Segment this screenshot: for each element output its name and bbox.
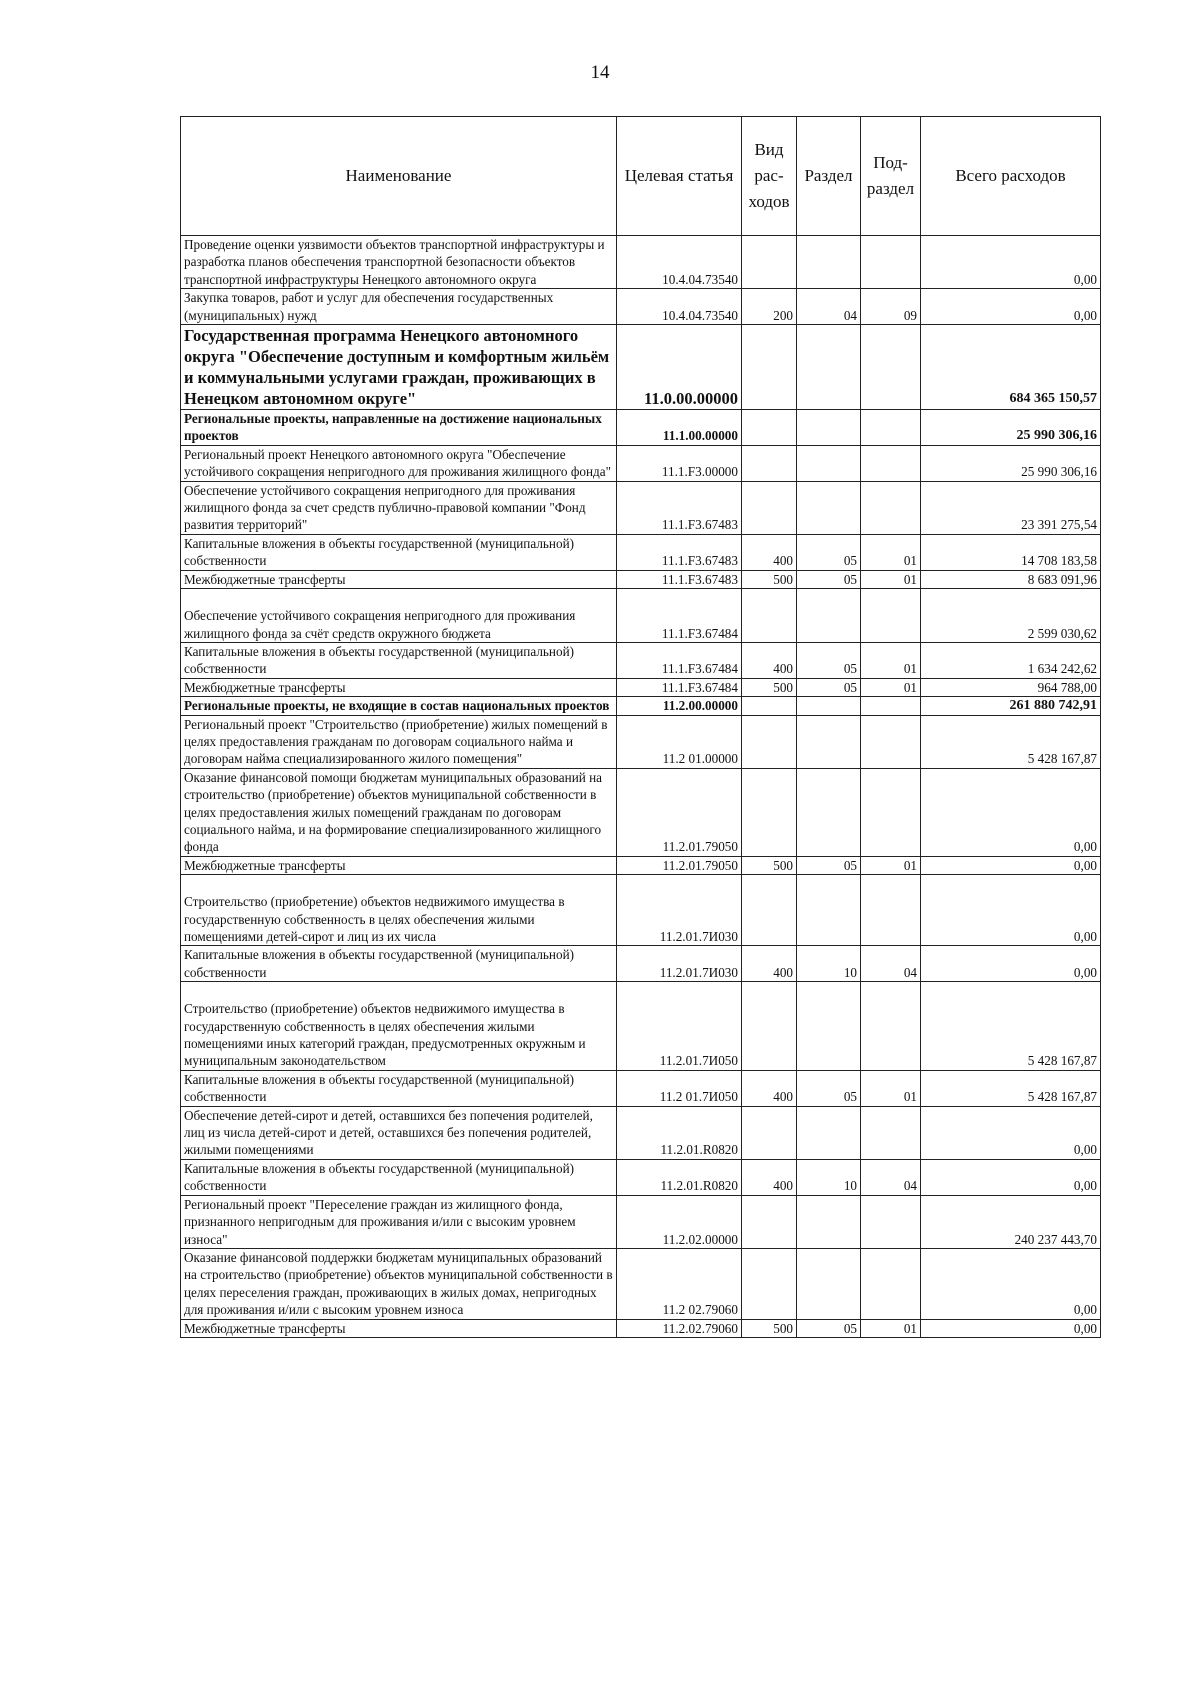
row-article: 11.2.01.7И030 (617, 946, 742, 982)
row-name: Межбюджетные трансферты (181, 570, 617, 588)
table-row (181, 570, 1101, 588)
row-type (742, 1248, 797, 1319)
row-type (742, 697, 797, 715)
row-type (742, 1195, 797, 1248)
row-article: 11.2.01.7И050 (617, 982, 742, 1071)
row-article: 11.2.01.79050 (617, 856, 742, 874)
row-article: 11.2.02.79060 (617, 1319, 742, 1337)
row-section (797, 697, 861, 715)
row-type (742, 481, 797, 534)
row-article: 10.4.04.73540 (617, 236, 742, 289)
row-subsection: 01 (861, 1070, 921, 1106)
row-total: 964 788,00 (921, 678, 1101, 696)
row-article: 11.2.01.R0820 (617, 1106, 742, 1159)
row-type: 500 (742, 856, 797, 874)
header-name: Наименование (181, 117, 617, 236)
row-article: 11.0.00.00000 (617, 325, 742, 410)
row-section (797, 325, 861, 410)
row-article: 11.1.F3.67483 (617, 481, 742, 534)
row-name: Строительство (приобретение) объектов недвижимого имущества в государственную собственность в целях обеспечения жилыми помещениями иных категорий граждан, предусмотренных окружным и муниципальным законодательством (181, 982, 617, 1071)
row-name: Капитальные вложения в объекты государственной (муниципальной) собственности (181, 946, 617, 982)
row-total: 240 237 443,70 (921, 1195, 1101, 1248)
table-row (181, 589, 1101, 643)
row-total: 5 428 167,87 (921, 1070, 1101, 1106)
table-row (181, 410, 1101, 446)
row-article: 10.4.04.73540 (617, 289, 742, 325)
row-type (742, 410, 797, 446)
row-section: 05 (797, 678, 861, 696)
row-total: 0,00 (921, 946, 1101, 982)
row-article: 11.1.F3.67484 (617, 678, 742, 696)
row-section (797, 1106, 861, 1159)
table-header-row (181, 117, 1101, 236)
row-article: 11.1.F3.67483 (617, 570, 742, 588)
row-subsection (861, 236, 921, 289)
table-row (181, 715, 1101, 768)
table-row (181, 1319, 1101, 1337)
row-type: 500 (742, 678, 797, 696)
row-name: Строительство (приобретение) объектов недвижимого имущества в государственную собственность в целях обеспечения жилыми помещениями детей-сирот и лиц из их числа (181, 875, 617, 946)
row-article: 11.2 02.79060 (617, 1248, 742, 1319)
row-article: 11.2 01.7И050 (617, 1070, 742, 1106)
row-name: Обеспечение устойчивого сокращения непригодного для проживания жилищного фонда за счёт средств окружного бюджета (181, 589, 617, 643)
row-name: Капитальные вложения в объекты государственной (муниципальной) собственности (181, 534, 617, 570)
row-article: 11.1.F3.00000 (617, 445, 742, 481)
row-type (742, 325, 797, 410)
row-type (742, 589, 797, 643)
row-total: 684 365 150,57 (921, 325, 1101, 410)
row-subsection (861, 982, 921, 1071)
table-row (181, 236, 1101, 289)
table-row (181, 946, 1101, 982)
row-total: 5 428 167,87 (921, 982, 1101, 1071)
row-subsection: 01 (861, 570, 921, 588)
row-section (797, 1195, 861, 1248)
table-row (181, 697, 1101, 715)
row-total: 0,00 (921, 236, 1101, 289)
row-total: 0,00 (921, 1106, 1101, 1159)
row-total: 25 990 306,16 (921, 445, 1101, 481)
row-total: 2 599 030,62 (921, 589, 1101, 643)
row-total: 0,00 (921, 1159, 1101, 1195)
table-row (181, 1248, 1101, 1319)
table-row (181, 678, 1101, 696)
page-number: 14 (590, 62, 610, 83)
row-total: 0,00 (921, 1319, 1101, 1337)
row-type: 500 (742, 1319, 797, 1337)
row-section: 05 (797, 1319, 861, 1337)
table-row (181, 534, 1101, 570)
table-row (181, 1070, 1101, 1106)
row-subsection: 01 (861, 678, 921, 696)
row-type (742, 982, 797, 1071)
row-subsection (861, 481, 921, 534)
table-row (181, 481, 1101, 534)
header-section: Раздел (797, 117, 861, 236)
row-subsection: 01 (861, 856, 921, 874)
row-name: Региональный проект Ненецкого автономного округа "Обеспечение устойчивого сокращения непригодного для проживания жилищного фонда" (181, 445, 617, 481)
budget-table (180, 116, 1101, 1338)
row-name: Обеспечение детей-сирот и детей, оставшихся без попечения родителей, лиц из числа детей-сирот и детей, оставшихся без попечения родителей, жилыми помещениями (181, 1106, 617, 1159)
row-subsection: 04 (861, 1159, 921, 1195)
row-section (797, 410, 861, 446)
row-article: 11.2.00.00000 (617, 697, 742, 715)
row-section (797, 768, 861, 856)
row-subsection (861, 697, 921, 715)
row-section: 05 (797, 534, 861, 570)
row-name: Оказание финансовой поддержки бюджетам муниципальных образований на строительство (приобретение) объектов муниципальной собственности в целях переселения граждан, проживающих в жилых домах, непригодных для проживания и/или с высоким уровнем износа (181, 1248, 617, 1319)
row-article: 11.2 01.00000 (617, 715, 742, 768)
row-section (797, 445, 861, 481)
row-total: 25 990 306,16 (921, 410, 1101, 446)
row-type: 400 (742, 1159, 797, 1195)
row-name: Оказание финансовой помощи бюджетам муниципальных образований на строительство (приобретение) объектов муниципальной собственности в целях предоставления жилых помещений гражданам по договорам социального найма, и на формирование специализированного жилищного фонда (181, 768, 617, 856)
row-article: 11.1.F3.67484 (617, 642, 742, 678)
row-total: 8 683 091,96 (921, 570, 1101, 588)
row-type: 400 (742, 642, 797, 678)
row-section (797, 236, 861, 289)
row-type (742, 715, 797, 768)
row-total: 0,00 (921, 289, 1101, 325)
row-subsection: 01 (861, 534, 921, 570)
row-name: Капитальные вложения в объекты государственной (муниципальной) собственности (181, 1070, 617, 1106)
row-article: 11.2.02.00000 (617, 1195, 742, 1248)
table-row (181, 642, 1101, 678)
row-type (742, 768, 797, 856)
row-total: 0,00 (921, 856, 1101, 874)
row-name: Региональные проекты, не входящие в состав национальных проектов (181, 697, 617, 715)
row-subsection: 09 (861, 289, 921, 325)
row-section: 05 (797, 570, 861, 588)
row-section (797, 715, 861, 768)
row-section: 04 (797, 289, 861, 325)
header-total: Всего расходов (921, 117, 1101, 236)
header-article: Целевая статья (617, 117, 742, 236)
row-name: Проведение оценки уязвимости объектов транспортной инфраструктуры и разработка планов обеспечения транспортной безопасности объектов транспортной инфраструктуры Ненецкого автономного округа (181, 236, 617, 289)
row-total: 0,00 (921, 875, 1101, 946)
row-name: Региональные проекты, направленные на достижение национальных проектов (181, 410, 617, 446)
table-body (181, 236, 1101, 1338)
row-name: Межбюджетные трансферты (181, 1319, 617, 1337)
row-subsection: 01 (861, 642, 921, 678)
table-row (181, 1106, 1101, 1159)
table-row (181, 325, 1101, 410)
row-section (797, 875, 861, 946)
row-type (742, 1106, 797, 1159)
row-subsection (861, 1106, 921, 1159)
header-subsection: Под- раздел (861, 117, 921, 236)
row-article: 11.1.F3.67483 (617, 534, 742, 570)
row-type: 400 (742, 534, 797, 570)
row-subsection (861, 768, 921, 856)
row-section: 10 (797, 1159, 861, 1195)
row-subsection (861, 1248, 921, 1319)
row-subsection (861, 875, 921, 946)
row-name: Межбюджетные трансферты (181, 678, 617, 696)
row-name: Закупка товаров, работ и услуг для обеспечения государственных (муниципальных) нужд (181, 289, 617, 325)
row-subsection (861, 325, 921, 410)
row-type: 400 (742, 946, 797, 982)
row-section: 10 (797, 946, 861, 982)
row-article: 11.2.01.R0820 (617, 1159, 742, 1195)
row-section (797, 982, 861, 1071)
header-type: Вид рас- ходов (742, 117, 797, 236)
row-name: Межбюджетные трансферты (181, 856, 617, 874)
row-name: Капитальные вложения в объекты государственной (муниципальной) собственности (181, 1159, 617, 1195)
row-total: 14 708 183,58 (921, 534, 1101, 570)
row-section (797, 589, 861, 643)
row-article: 11.1.F3.67484 (617, 589, 742, 643)
table-row (181, 1159, 1101, 1195)
row-article: 11.2.01.7И030 (617, 875, 742, 946)
row-type (742, 875, 797, 946)
row-name: Государственная программа Ненецкого автономного округа "Обеспечение доступным и комфортным жильём и коммунальными услугами граждан, проживающих в Ненецком автономном округе" (181, 325, 617, 410)
row-section (797, 1248, 861, 1319)
row-total: 261 880 742,91 (921, 697, 1101, 715)
table-row (181, 982, 1101, 1071)
row-section: 05 (797, 856, 861, 874)
row-name: Региональный проект "Переселение граждан из жилищного фонда, признанного непригодным для проживания и/или с высоким уровнем износа" (181, 1195, 617, 1248)
table-row (181, 875, 1101, 946)
row-subsection (861, 715, 921, 768)
row-type: 400 (742, 1070, 797, 1106)
row-section: 05 (797, 642, 861, 678)
row-subsection (861, 1195, 921, 1248)
row-article: 11.2.01.79050 (617, 768, 742, 856)
row-type: 500 (742, 570, 797, 588)
row-type (742, 236, 797, 289)
table-row (181, 445, 1101, 481)
table-row (181, 768, 1101, 856)
row-name: Региональный проект "Строительство (приобретение) жилых помещений в целях предоставления гражданам по договорам социального найма и договорам найма специализированного жилого помещения" (181, 715, 617, 768)
row-name: Обеспечение устойчивого сокращения непригодного для проживания жилищного фонда за счет средств публично-правовой компании "Фонд развития территорий" (181, 481, 617, 534)
row-section (797, 481, 861, 534)
row-total: 23 391 275,54 (921, 481, 1101, 534)
row-section: 05 (797, 1070, 861, 1106)
row-type: 200 (742, 289, 797, 325)
table-row (181, 289, 1101, 325)
row-subsection (861, 445, 921, 481)
row-total: 1 634 242,62 (921, 642, 1101, 678)
row-name: Капитальные вложения в объекты государственной (муниципальной) собственности (181, 642, 617, 678)
table-row (181, 856, 1101, 874)
row-subsection: 01 (861, 1319, 921, 1337)
row-subsection: 04 (861, 946, 921, 982)
row-subsection (861, 589, 921, 643)
row-total: 0,00 (921, 768, 1101, 856)
row-type (742, 445, 797, 481)
row-article: 11.1.00.00000 (617, 410, 742, 446)
row-total: 5 428 167,87 (921, 715, 1101, 768)
row-subsection (861, 410, 921, 446)
row-total: 0,00 (921, 1248, 1101, 1319)
table-row (181, 1195, 1101, 1248)
